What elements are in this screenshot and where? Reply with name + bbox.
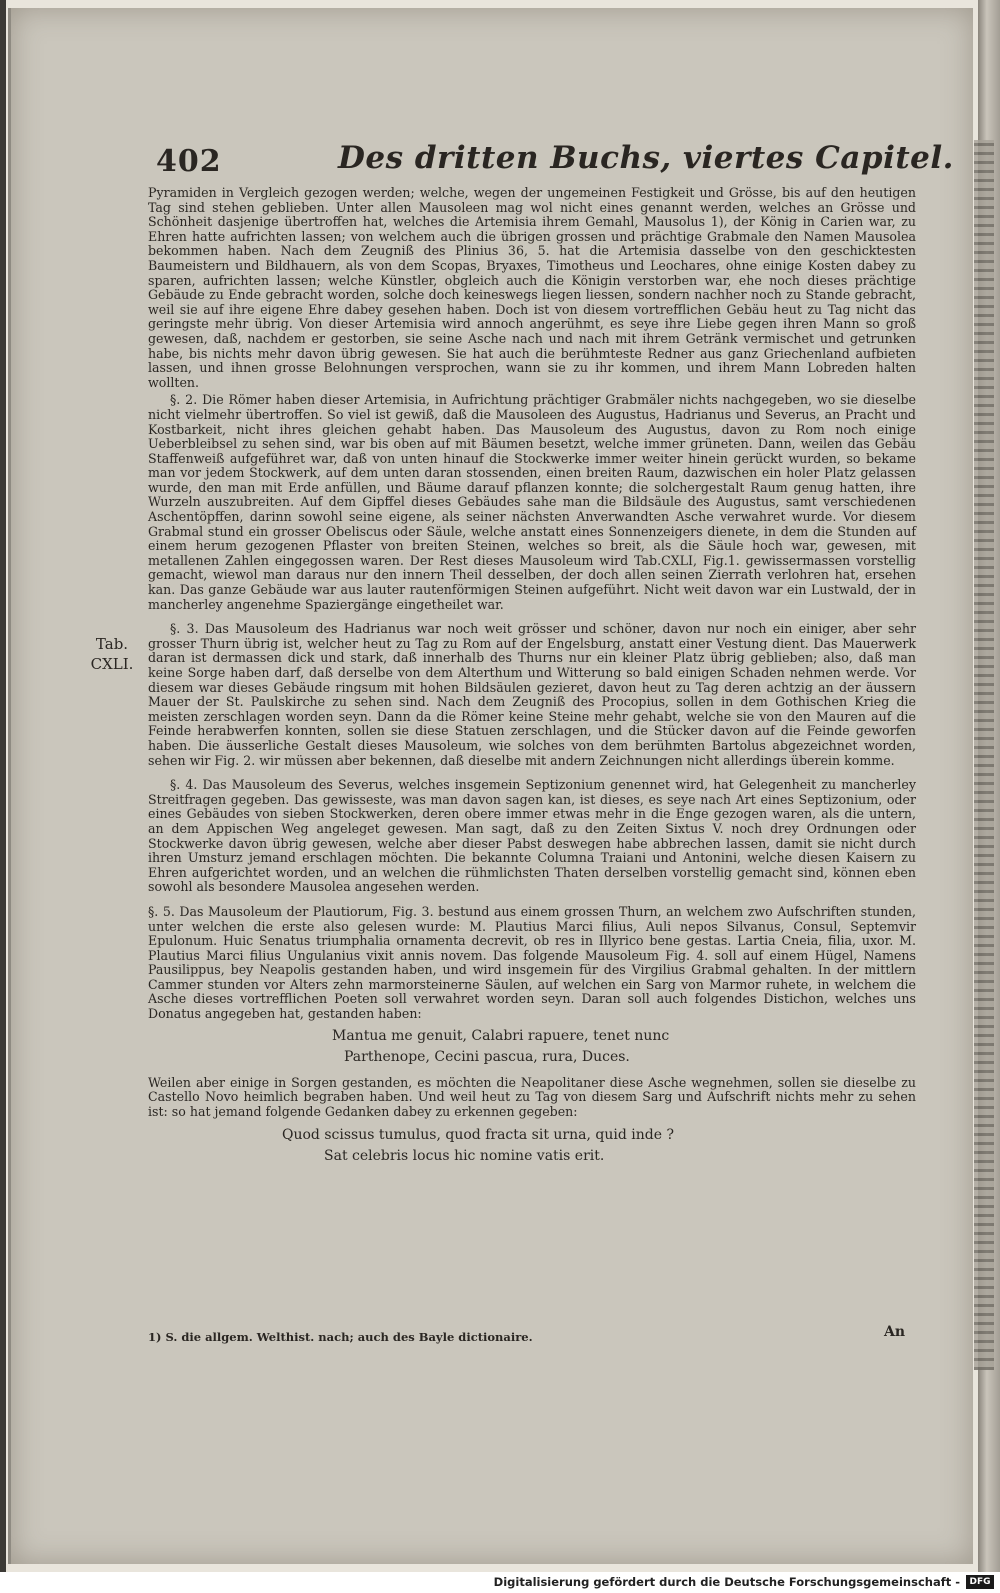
verse-line: Mantua me genuit, Calabri rapuere, tenet nunc	[332, 1027, 670, 1044]
dfg-logo-icon[interactable]: DFG	[966, 1575, 994, 1589]
credit-bar	[0, 1572, 1000, 1593]
margin-note	[82, 634, 142, 674]
catchword: An	[884, 1324, 906, 1340]
running-head: Des dritten Buchs, viertes Capitel.	[338, 140, 954, 176]
paragraph-1: Pyramiden in Vergleich gezogen werden; welche, wegen der ungemeinen Festigkeit und Grösse, bis auf den heutigen Tag sind stehen geblieben. Unter allen Mausoleen mag wol nicht eines genannt werden, welches an Grösse und Schönheit dasjenige übertroffen hat, welches die Artemisia ihrem Gemahl, Mausolus 1), der König in Carien war, zu Ehren hatte aufrichten lassen; von welchem auch die übrigen grossen und prächtige Grabmale den Namen Mausolea bekommen haben. Nach dem Zeugniß des Plinius 36, 5. hat die Artemisia dasselbe von den geschicktesten Baumeistern und Bildhauern, als von dem Scopas, Bryaxes, Timotheus und Leochares, ohne einige Kosten dabey zu sparen, aufrichten lassen; welche Künstler, obgleich auch die Königin verstorben war, ehe noch dieses prächtige Gebäude zu Ende gebracht worden, solche doch keineswegs liegen liessen, sondern nachher noch zu Stande gebracht, weil sie auf ihre eigene Ehre dabey gesehen haben. Doch ist von diesem vortrefflichen Gebäu heut zu Tag nicht das geringste mehr übrig. Von dieser Artemisia wird annoch angerühmt, es seye ihre Liebe gegen ihren Mann so groß gewesen, daß, nachdem er gestorben, sie seine Asche nach und nach mit ihrem Getränk vermischet und getrunken habe, bis nichts mehr davon übrig gewesen. Sie hat auch die berühmteste Redner aus ganz Griechenland aufbieten lassen, und ihnen grosse Belohnungen versprochen, wann sie zu ihr kommen, und ihrem Mann Lobreden halten wollten.	[148, 185, 916, 390]
paragraph-4: §. 4. Das Mausoleum des Severus, welches insgemein Septizonium genennet wird, hat Gelegenheit zu mancherley Streitfragen gegeben. Das gewisseste, was man davon sagen kan, ist dieses, es seye nach Art eines Septizonium, oder eines Gebäudes von sieben Stockwerken, deren obere immer etwas mehr in die Enge gezogen waren, als die untern, an dem Appischen Weg angeleget gewesen. Man sagt, daß zu den Zeiten Sixtus V. noch drey Ordnungen oder Stockwerke davon übrig gewesen, welche aber dieser Pabst deswegen habe abbrechen lassen, damit sie nicht durch ihren Umsturz jemand erschlagen möchten. Die bekannte Columna Traiani und Antonini, welche diesen Kaisern zu Ehren aufgerichtet worden, und an welchen die rühmlichsten Thaten derselben vorstellig gemacht sind, können eben sowohl als besondere Mausolea angesehen werden.	[148, 777, 916, 895]
paragraph-6: Weilen aber einige in Sorgen gestanden, es möchten die Neapolitaner diese Asche wegnehmen, sollen sie dieselbe zu Castello Novo heimlich begraben haben. Und weil heut zu Tag von diesem Sarg und Aufschrift nichts mehr zu sehen ist: so hat jemand folgende Gedanken dabey zu erkennen gegeben:	[148, 1074, 916, 1119]
verse-line: Sat celebris locus hic nomine vatis erit.	[324, 1148, 605, 1165]
epigram-verse	[148, 1125, 916, 1167]
credit-text[interactable]: Digitalisierung gefördert durch die Deutsche Forschungsgemeinschaft -	[493, 1575, 960, 1589]
paragraph-2: §. 2. Die Römer haben dieser Artemisia, in Aufrichtung prächtiger Grabmäler nichts nachgegeben, wo sie dieselbe nicht vielmehr übertroffen. So viel ist gewiß, daß die Mausoleen des Augustus, Hadrianus und Severus, an Pracht und Kostbarkeit, nicht ihres gleichen gehabt haben. Das Mausoleum des Augustus, davon zu Rom noch einige Ueberbleibsel zu sehen sind, war bis oben auf mit Bäumen besetzt, welche immer grüneten. Dann, weilen das Gebäu Staffenweiß aufgeführet war, daß von unten hinauf die Stockwerke immer weiter hinein gerückt wurden, so bekame man vor jedem Stockwerk, auf dem unten daran stossenden, einen breiten Raum, dazwischen ein holer Platz gelassen wurde, den man mit Erde anfüllen, und Bäume darauf pflanzen konnte; die solchergestalt Raum genug hatten, ihre Wurzeln auszubreiten. Auf dem Gipffel dieses Gebäudes sahe man die Bildsäule des Augustus, samt verschiedenen Aschentöpffen, darinn sowohl seine eigene, als seiner nächsten Anverwandten Asche verwahret wurde. Vor diesem Grabmal stund ein grosser Obeliscus oder Säule, welche anstatt eines Sonnenzeigers dienete, in dem die Stunden auf einem herum gezogenen Pflaster von breiten Steinen, welches so breit, als die Säule hoch war, gewesen, mit metallenen Zahlen eingegossen waren. Der Rest dieses Mausoleum wird Tab.CXLI, Fig.1. gewissermassen vorstellig gemacht, wiewol man daraus nur den innern Theil desselben, der doch allen seinen Zierrath verlohren hat, ersehen kan. Das ganze Gebäude war aus lauter rautenförmigen Steinen aufgeführt. Nicht weit davon war ein Lustwald, der in mancherley angenehme Spaziergänge eingetheilet war.	[148, 392, 916, 612]
verse-line: Parthenope, Cecini pascua, rura, Duces.	[344, 1048, 630, 1065]
verse-line: Quod scissus tumulus, quod fracta sit urna, quid inde ?	[282, 1127, 674, 1144]
paragraph-3: §. 3. Das Mausoleum des Hadrianus war noch weit grösser und schöner, davon nur noch ein einiger, aber sehr grosser Thurn übrig ist, welcher heut zu Tag zu Rom auf der Engelsburg, anstatt einer Vestung dient. Das Mauerwerk daran ist dermassen dick und stark, daß innerhalb des Thurns nur ein kleiner Platz übrig geblieben; also, daß man keine Sorge haben darf, daß derselbe von dem Alterthum und Witterung so bald einigen Schaden nehmen werde. Vor diesem war dieses Gebäude ringsum mit hohen Bildsäulen gezieret, davon heut zu Tag deren achtzig an der äussern Mauer der St. Paulskirche zu sehen sind. Nach dem Zeugniß des Procopius, sollen in dem Gothischen Krieg die meisten zerschlagen worden seyn. Dann da die Römer keine Steine mehr gehabt, welche sie von den Mauren auf die Feinde herabwerfen konnten, sollen sie diese Statuen zerschlagen, und die Stücker davon auf die Feinde geworfen haben. Die äusserliche Gestalt dieses Mausoleum, wie solches von dem berühmten Bartolus abgezeichnet worden, sehen wir Fig. 2. wir müssen aber bekennen, daß dieselbe mit andern Zeichnungen nicht allerdings überein komme.	[148, 621, 916, 768]
facing-page-edge	[974, 140, 994, 1370]
page-number: 402	[156, 144, 222, 179]
body-text	[148, 186, 916, 1171]
paragraph-5: §. 5. Das Mausoleum der Plautiorum, Fig. 3. bestund aus einem grossen Thurn, an welchem zwo Aufschriften stunden, unter welchen die erste also gelesen wurde: M. Plautius Marci filius, Auli nepos Silvanus, Consul, Septemvir Epulonum. Huic Senatus triumphalia ornamenta decrevit, ob res in Illyrico bene gestas. Lartia Cneia, filia, uxor. M. Plautius Marci filius Ungulanius vixit annis novem. Das folgende Mausoleum Fig. 4. soll auf einem Hügel, Namens Pausilippus, bey Neapolis gestanden haben, und wird insgemein für des Virgilius Grabmal gehalten. In der mittlern Cammer stunden vor Alters zehn marmorsteinerne Säulen, auf welchen ein Sarg von Marmor ruhete, in welchem die Asche dieses vortrefflichen Poeten soll verwahret worden seyn. Daran soll auch folgendes Distichon, welches uns Donatus angegeben hat, gestanden haben:	[148, 903, 916, 1022]
margin-note-line: Tab.	[95, 635, 129, 653]
footnote: 1) S. die allgem. Welthist. nach; auch des Bayle dictionaire.	[148, 1330, 533, 1344]
margin-note-line: CXLI.	[90, 655, 134, 673]
distichon-verse	[148, 1026, 916, 1068]
